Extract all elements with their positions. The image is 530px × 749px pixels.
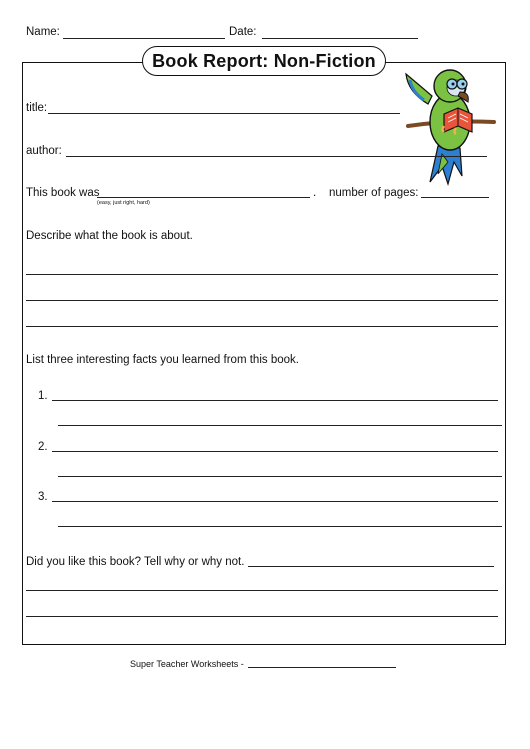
opinion-line-1[interactable] bbox=[248, 566, 494, 567]
opinion-line-2[interactable] bbox=[26, 590, 498, 591]
author-field[interactable] bbox=[66, 156, 487, 157]
title-label: title: bbox=[26, 102, 48, 114]
name-field[interactable] bbox=[63, 38, 225, 39]
pages-label: number of pages: bbox=[329, 187, 419, 199]
fact-number: 3. bbox=[38, 491, 48, 503]
fact-number: 2. bbox=[38, 441, 48, 453]
fact-3-line-2[interactable] bbox=[58, 526, 502, 527]
title-field[interactable] bbox=[48, 113, 400, 114]
describe-line-3[interactable] bbox=[26, 326, 498, 327]
fact-number: 1. bbox=[38, 390, 48, 402]
pages-field[interactable] bbox=[421, 197, 489, 198]
difficulty-field[interactable] bbox=[97, 197, 310, 198]
parrot-icon bbox=[398, 62, 502, 186]
fact-1-line-2[interactable] bbox=[58, 425, 502, 426]
opinion-line-3[interactable] bbox=[26, 616, 498, 617]
footer-credit: Super Teacher Worksheets - bbox=[130, 659, 244, 669]
difficulty-label: This book was bbox=[26, 187, 100, 199]
date-field[interactable] bbox=[262, 38, 418, 39]
name-label: Name: bbox=[26, 26, 60, 38]
facts-prompt: List three interesting facts you learned from this book. bbox=[26, 354, 299, 366]
describe-line-1[interactable] bbox=[26, 274, 498, 275]
fact-2-line-1[interactable] bbox=[52, 451, 498, 452]
difficulty-period: . bbox=[313, 187, 317, 199]
footer-field[interactable] bbox=[248, 667, 396, 668]
opinion-prompt: Did you like this book? Tell why or why not. bbox=[26, 556, 245, 568]
page-title: Book Report: Non-Fiction bbox=[142, 46, 386, 76]
fact-1-line-1[interactable] bbox=[52, 400, 498, 401]
describe-prompt: Describe what the book is about. bbox=[26, 230, 193, 242]
difficulty-hint: (easy, just right, hard) bbox=[97, 200, 150, 206]
describe-line-2[interactable] bbox=[26, 300, 498, 301]
fact-2-line-2[interactable] bbox=[58, 476, 502, 477]
date-label: Date: bbox=[229, 26, 257, 38]
author-label: author: bbox=[26, 145, 62, 157]
fact-3-line-1[interactable] bbox=[52, 501, 498, 502]
